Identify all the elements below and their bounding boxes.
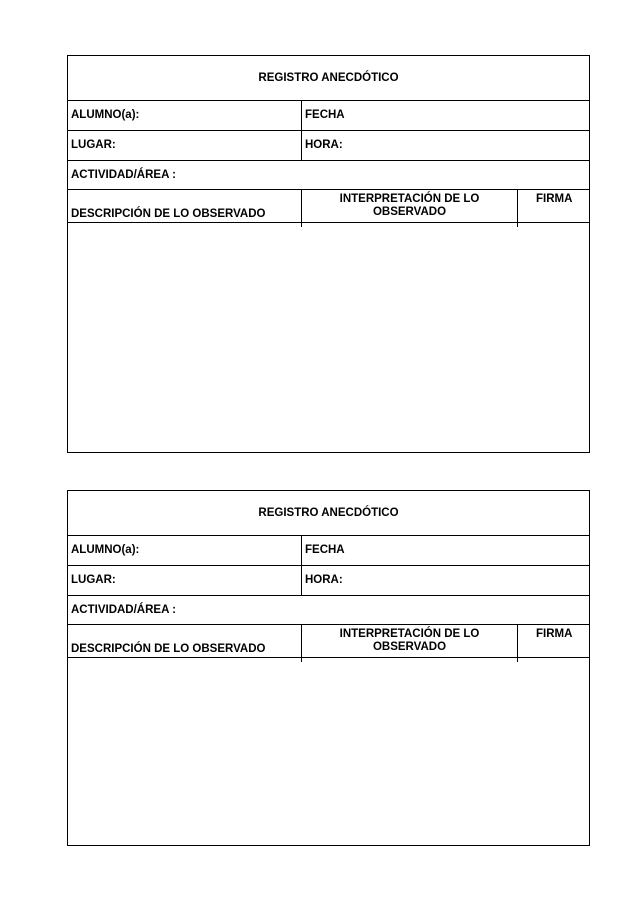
- interpretation-area[interactable]: [302, 658, 518, 662]
- time-field[interactable]: HORA:: [305, 574, 343, 586]
- interpretation-header: INTERPRETACIÓN DE LO OBSERVADO: [302, 190, 518, 222]
- activity-row: [68, 161, 589, 190]
- column-header-row: [68, 625, 589, 658]
- student-field[interactable]: ALUMNO(a):: [68, 536, 302, 565]
- anecdotal-record-form-2: [67, 490, 590, 846]
- form-title: REGISTRO ANECDÓTICO: [258, 507, 399, 519]
- interpretation-area[interactable]: [302, 223, 518, 227]
- student-date-row: [68, 101, 589, 131]
- place-field[interactable]: LUGAR:: [68, 131, 302, 160]
- place-field[interactable]: LUGAR:: [68, 566, 302, 595]
- student-date-row: [68, 536, 589, 566]
- signature-header: FIRMA: [536, 628, 573, 640]
- description-header-label: DESCRIPCIÓN DE LO OBSERVADO: [71, 208, 266, 220]
- column-header-row: [68, 190, 589, 223]
- date-field[interactable]: FECHA: [305, 109, 345, 121]
- signature-area[interactable]: [518, 658, 589, 662]
- description-header: [68, 190, 302, 222]
- entry-row: [68, 223, 589, 227]
- signature-header: FIRMA: [536, 193, 573, 205]
- entry-row: [68, 658, 589, 662]
- signature-area[interactable]: [518, 223, 589, 227]
- description-header: [68, 625, 302, 657]
- activity-field[interactable]: ACTIVIDAD/ÁREA :: [71, 169, 176, 181]
- form-title: REGISTRO ANECDÓTICO: [258, 72, 399, 84]
- form-title-row: [68, 56, 589, 101]
- place-time-row: [68, 131, 589, 161]
- time-field[interactable]: HORA:: [305, 139, 343, 151]
- anecdotal-record-form-1: [67, 55, 590, 453]
- interpretation-header: INTERPRETACIÓN DE LO OBSERVADO: [302, 625, 518, 657]
- form-title-row: [68, 491, 589, 536]
- student-field[interactable]: ALUMNO(a):: [68, 101, 302, 130]
- place-time-row: [68, 566, 589, 596]
- description-header-label: DESCRIPCIÓN DE LO OBSERVADO: [71, 643, 266, 655]
- activity-field[interactable]: ACTIVIDAD/ÁREA :: [71, 604, 176, 616]
- activity-row: [68, 596, 589, 625]
- date-field[interactable]: FECHA: [305, 544, 345, 556]
- description-area[interactable]: [68, 223, 302, 227]
- description-area[interactable]: [68, 658, 302, 662]
